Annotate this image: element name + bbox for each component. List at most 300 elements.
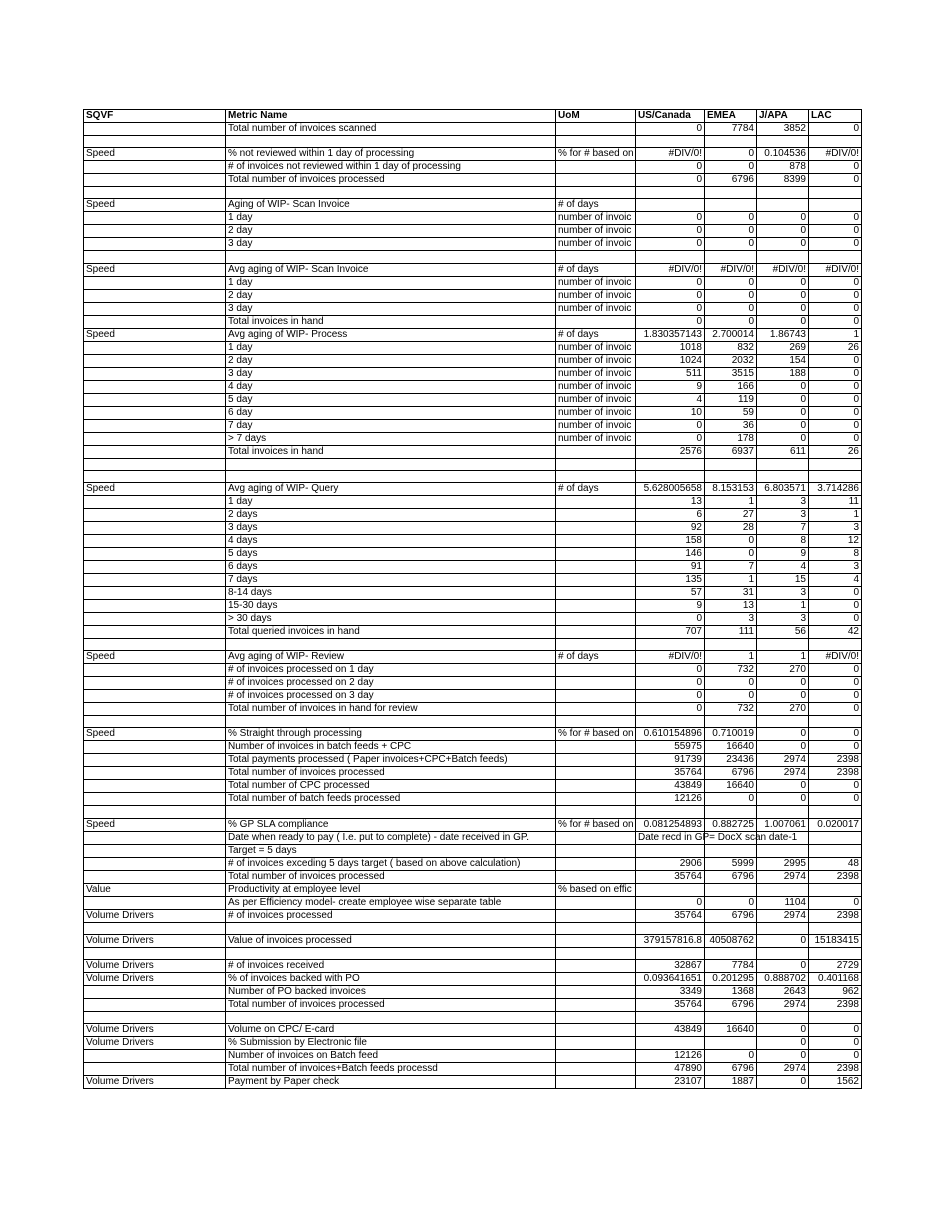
- cell-emea[interactable]: 0.710019: [705, 728, 757, 741]
- cell-emea[interactable]: 28: [705, 521, 757, 534]
- cell-japa[interactable]: [757, 883, 809, 896]
- cell-lac[interactable]: #DIV/0!: [809, 148, 862, 161]
- cell-metric-name[interactable]: % Submission by Electronic file: [226, 1037, 556, 1050]
- cell-us-canada[interactable]: 12126: [636, 793, 705, 806]
- cell-japa[interactable]: 2974: [757, 909, 809, 922]
- cell-us-canada[interactable]: 32867: [636, 959, 705, 972]
- cell-lac[interactable]: 2398: [809, 998, 862, 1011]
- cell-metric-name[interactable]: Avg aging of WIP- Query: [226, 482, 556, 495]
- cell-uom[interactable]: [556, 495, 636, 508]
- cell-emea[interactable]: 0: [705, 161, 757, 174]
- cell-lac[interactable]: 0: [809, 1050, 862, 1063]
- cell-lac[interactable]: 0: [809, 276, 862, 289]
- cell-uom[interactable]: # of days: [556, 199, 636, 212]
- cell-uom[interactable]: [556, 703, 636, 716]
- cell-uom[interactable]: [556, 767, 636, 780]
- cell-uom[interactable]: # of days: [556, 263, 636, 276]
- cell-lac[interactable]: 4: [809, 573, 862, 586]
- cell-sqvf[interactable]: [84, 806, 226, 818]
- cell-emea[interactable]: 0: [705, 1050, 757, 1063]
- cell-us-canada[interactable]: 0.093641651: [636, 972, 705, 985]
- cell-sqvf[interactable]: Speed: [84, 199, 226, 212]
- cell-lac[interactable]: 0: [809, 419, 862, 432]
- cell-sqvf[interactable]: [84, 432, 226, 445]
- cell-lac[interactable]: 962: [809, 985, 862, 998]
- cell-us-canada[interactable]: 0.081254893: [636, 818, 705, 831]
- cell-japa[interactable]: 0: [757, 959, 809, 972]
- cell-uom[interactable]: [556, 470, 636, 482]
- cell-sqvf[interactable]: [84, 947, 226, 959]
- cell-metric-name[interactable]: Avg aging of WIP- Scan Invoice: [226, 263, 556, 276]
- cell-emea[interactable]: 6796: [705, 1063, 757, 1076]
- cell-uom[interactable]: number of invoic: [556, 225, 636, 238]
- header-metric-name[interactable]: Metric Name: [226, 110, 556, 123]
- cell-us-canada[interactable]: [636, 1037, 705, 1050]
- cell-emea[interactable]: 0: [705, 289, 757, 302]
- cell-us-canada[interactable]: 0: [636, 123, 705, 136]
- cell-lac[interactable]: 0: [809, 780, 862, 793]
- cell-metric-name[interactable]: Productivity at employee level: [226, 883, 556, 896]
- cell-emea[interactable]: [705, 470, 757, 482]
- cell-sqvf[interactable]: [84, 302, 226, 315]
- header-uom[interactable]: UoM: [556, 110, 636, 123]
- cell-japa[interactable]: 8: [757, 534, 809, 547]
- cell-emea[interactable]: 732: [705, 703, 757, 716]
- cell-japa[interactable]: 0: [757, 225, 809, 238]
- cell-japa[interactable]: 3: [757, 586, 809, 599]
- cell-japa[interactable]: 3: [757, 508, 809, 521]
- cell-emea[interactable]: 0: [705, 793, 757, 806]
- cell-japa[interactable]: 154: [757, 354, 809, 367]
- cell-japa[interactable]: 0: [757, 677, 809, 690]
- cell-japa[interactable]: [757, 947, 809, 959]
- cell-sqvf[interactable]: [84, 458, 226, 470]
- cell-lac[interactable]: [809, 806, 862, 818]
- cell-us-canada[interactable]: 0: [636, 161, 705, 174]
- cell-metric-name[interactable]: Total invoices in hand: [226, 315, 556, 328]
- cell-us-canada[interactable]: 43849: [636, 1024, 705, 1037]
- cell-japa[interactable]: 878: [757, 161, 809, 174]
- cell-lac[interactable]: 0: [809, 793, 862, 806]
- cell-us-canada[interactable]: 9: [636, 599, 705, 612]
- cell-emea[interactable]: 6796: [705, 767, 757, 780]
- cell-japa[interactable]: 2995: [757, 857, 809, 870]
- cell-metric-name[interactable]: 7 days: [226, 573, 556, 586]
- cell-lac[interactable]: 0: [809, 161, 862, 174]
- cell-lac[interactable]: 0: [809, 238, 862, 251]
- cell-emea[interactable]: 6796: [705, 174, 757, 187]
- cell-lac[interactable]: 0: [809, 212, 862, 225]
- cell-emea[interactable]: 31: [705, 586, 757, 599]
- cell-uom[interactable]: [556, 161, 636, 174]
- cell-japa[interactable]: #DIV/0!: [757, 263, 809, 276]
- cell-japa[interactable]: 1: [757, 599, 809, 612]
- cell-japa[interactable]: 0: [757, 1024, 809, 1037]
- cell-lac[interactable]: 12: [809, 534, 862, 547]
- cell-sqvf[interactable]: [84, 1063, 226, 1076]
- cell-us-canada[interactable]: 23107: [636, 1076, 705, 1089]
- cell-metric-name[interactable]: 3 days: [226, 521, 556, 534]
- cell-metric-name[interactable]: # of invoices received: [226, 959, 556, 972]
- cell-japa[interactable]: 8399: [757, 174, 809, 187]
- cell-sqvf[interactable]: [84, 380, 226, 393]
- cell-sqvf[interactable]: [84, 560, 226, 573]
- header-japa[interactable]: J/APA: [757, 110, 809, 123]
- cell-uom[interactable]: [556, 136, 636, 148]
- cell-us-canada[interactable]: [636, 806, 705, 818]
- cell-uom[interactable]: [556, 909, 636, 922]
- cell-japa[interactable]: 269: [757, 341, 809, 354]
- cell-us-canada[interactable]: 707: [636, 625, 705, 638]
- cell-japa[interactable]: 0.888702: [757, 972, 809, 985]
- cell-sqvf[interactable]: [84, 586, 226, 599]
- cell-metric-name[interactable]: 2 day: [226, 225, 556, 238]
- cell-uom[interactable]: [556, 521, 636, 534]
- cell-emea[interactable]: [705, 806, 757, 818]
- cell-emea[interactable]: 732: [705, 664, 757, 677]
- cell-metric-name[interactable]: 1 day: [226, 276, 556, 289]
- cell-emea[interactable]: 5999: [705, 857, 757, 870]
- cell-metric-name[interactable]: 3 day: [226, 302, 556, 315]
- cell-sqvf[interactable]: [84, 354, 226, 367]
- cell-us-canada[interactable]: 47890: [636, 1063, 705, 1076]
- cell-us-canada[interactable]: [636, 883, 705, 896]
- cell-lac[interactable]: 2398: [809, 1063, 862, 1076]
- cell-us-canada[interactable]: 0: [636, 302, 705, 315]
- cell-emea[interactable]: [705, 638, 757, 650]
- cell-lac[interactable]: [809, 922, 862, 934]
- cell-japa[interactable]: 188: [757, 367, 809, 380]
- cell-japa[interactable]: 611: [757, 445, 809, 458]
- cell-uom[interactable]: [556, 123, 636, 136]
- cell-japa[interactable]: 0: [757, 432, 809, 445]
- cell-emea[interactable]: 16640: [705, 780, 757, 793]
- cell-uom[interactable]: [556, 947, 636, 959]
- cell-metric-name[interactable]: # of invoices not reviewed within 1 day of processing: [226, 161, 556, 174]
- cell-emea[interactable]: 1: [705, 651, 757, 664]
- cell-metric-name[interactable]: 2 day: [226, 289, 556, 302]
- cell-emea[interactable]: 0: [705, 677, 757, 690]
- cell-sqvf[interactable]: [84, 793, 226, 806]
- cell-metric-name[interactable]: Volume on CPC/ E-card: [226, 1024, 556, 1037]
- cell-uom[interactable]: [556, 793, 636, 806]
- cell-lac[interactable]: 0: [809, 367, 862, 380]
- cell-metric-name[interactable]: # of invoices processed on 1 day: [226, 664, 556, 677]
- cell-japa[interactable]: 0: [757, 276, 809, 289]
- cell-us-canada[interactable]: [636, 1011, 705, 1023]
- cell-emea[interactable]: [705, 199, 757, 212]
- cell-uom[interactable]: [556, 870, 636, 883]
- cell-metric-name[interactable]: # of invoices processed: [226, 909, 556, 922]
- cell-lac[interactable]: 0: [809, 1024, 862, 1037]
- cell-sqvf[interactable]: [84, 315, 226, 328]
- cell-japa[interactable]: 7: [757, 521, 809, 534]
- cell-japa[interactable]: 1104: [757, 896, 809, 909]
- cell-us-canada[interactable]: [636, 638, 705, 650]
- cell-lac[interactable]: [809, 470, 862, 482]
- cell-japa[interactable]: 2974: [757, 870, 809, 883]
- cell-metric-name[interactable]: 6 day: [226, 406, 556, 419]
- cell-metric-name[interactable]: % of invoices backed with PO: [226, 972, 556, 985]
- cell-uom[interactable]: [556, 573, 636, 586]
- cell-metric-name[interactable]: Total queried invoices in hand: [226, 625, 556, 638]
- cell-emea[interactable]: [705, 947, 757, 959]
- cell-uom[interactable]: [556, 985, 636, 998]
- cell-lac[interactable]: #DIV/0!: [809, 263, 862, 276]
- cell-lac[interactable]: 26: [809, 445, 862, 458]
- cell-lac[interactable]: [809, 638, 862, 650]
- cell-lac[interactable]: 0: [809, 174, 862, 187]
- cell-japa[interactable]: 0: [757, 780, 809, 793]
- cell-metric-name[interactable]: 2 days: [226, 508, 556, 521]
- cell-emea[interactable]: 36: [705, 419, 757, 432]
- cell-japa[interactable]: [757, 806, 809, 818]
- cell-us-canada[interactable]: [636, 136, 705, 148]
- cell-uom[interactable]: [556, 857, 636, 870]
- cell-uom[interactable]: # of days: [556, 482, 636, 495]
- cell-lac[interactable]: [809, 716, 862, 728]
- cell-metric-name[interactable]: [226, 470, 556, 482]
- cell-japa[interactable]: 0: [757, 741, 809, 754]
- cell-lac[interactable]: 0.020017: [809, 818, 862, 831]
- cell-japa[interactable]: 0: [757, 393, 809, 406]
- cell-metric-name[interactable]: 5 day: [226, 393, 556, 406]
- cell-uom[interactable]: [556, 677, 636, 690]
- cell-sqvf[interactable]: [84, 612, 226, 625]
- cell-lac[interactable]: 8: [809, 547, 862, 560]
- cell-japa[interactable]: 2974: [757, 754, 809, 767]
- cell-uom[interactable]: number of invoic: [556, 380, 636, 393]
- cell-emea[interactable]: 1: [705, 573, 757, 586]
- cell-emea[interactable]: 3515: [705, 367, 757, 380]
- cell-sqvf[interactable]: [84, 225, 226, 238]
- cell-emea[interactable]: [705, 1011, 757, 1023]
- cell-sqvf[interactable]: Speed: [84, 328, 226, 341]
- cell-sqvf[interactable]: [84, 625, 226, 638]
- header-emea[interactable]: EMEA: [705, 110, 757, 123]
- cell-uom[interactable]: number of invoic: [556, 289, 636, 302]
- cell-sqvf[interactable]: [84, 445, 226, 458]
- cell-emea[interactable]: 7784: [705, 123, 757, 136]
- cell-emea[interactable]: 0: [705, 212, 757, 225]
- cell-japa[interactable]: 2974: [757, 1063, 809, 1076]
- cell-japa[interactable]: 4: [757, 560, 809, 573]
- cell-uom[interactable]: [556, 690, 636, 703]
- cell-emea[interactable]: 0: [705, 534, 757, 547]
- cell-lac[interactable]: 0.401168: [809, 972, 862, 985]
- cell-lac[interactable]: [809, 844, 862, 857]
- cell-uom[interactable]: [556, 1063, 636, 1076]
- cell-lac[interactable]: [809, 947, 862, 959]
- cell-emea[interactable]: [705, 716, 757, 728]
- cell-metric-name[interactable]: Number of PO backed invoices: [226, 985, 556, 998]
- cell-us-canada[interactable]: [636, 844, 705, 857]
- cell-lac[interactable]: 0: [809, 354, 862, 367]
- cell-sqvf[interactable]: Speed: [84, 263, 226, 276]
- cell-us-canada[interactable]: 9: [636, 380, 705, 393]
- cell-uom[interactable]: number of invoic: [556, 212, 636, 225]
- cell-japa[interactable]: 0: [757, 302, 809, 315]
- cell-japa[interactable]: 0: [757, 690, 809, 703]
- cell-uom[interactable]: [556, 806, 636, 818]
- cell-uom[interactable]: number of invoic: [556, 302, 636, 315]
- cell-japa[interactable]: [757, 470, 809, 482]
- cell-sqvf[interactable]: [84, 780, 226, 793]
- cell-uom[interactable]: number of invoic: [556, 354, 636, 367]
- cell-sqvf[interactable]: [84, 534, 226, 547]
- cell-sqvf[interactable]: Speed: [84, 651, 226, 664]
- cell-metric-name[interactable]: Target = 5 days: [226, 844, 556, 857]
- cell-emea[interactable]: 166: [705, 380, 757, 393]
- cell-metric-name[interactable]: Date when ready to pay ( I.e. put to complete) - date received in GP.: [226, 831, 556, 844]
- cell-metric-name[interactable]: 15-30 days: [226, 599, 556, 612]
- cell-japa[interactable]: 2974: [757, 998, 809, 1011]
- cell-us-canada[interactable]: [636, 947, 705, 959]
- cell-sqvf[interactable]: Volume Drivers: [84, 959, 226, 972]
- cell-sqvf[interactable]: [84, 238, 226, 251]
- cell-us-canada[interactable]: 0: [636, 315, 705, 328]
- cell-lac[interactable]: 0: [809, 302, 862, 315]
- cell-us-canada[interactable]: 1.830357143: [636, 328, 705, 341]
- cell-uom[interactable]: # of days: [556, 328, 636, 341]
- cell-metric-name[interactable]: 2 day: [226, 354, 556, 367]
- cell-us-canada[interactable]: 0: [636, 276, 705, 289]
- cell-uom[interactable]: [556, 458, 636, 470]
- cell-us-canada[interactable]: 0: [636, 174, 705, 187]
- cell-uom[interactable]: [556, 547, 636, 560]
- cell-japa[interactable]: 1.007061: [757, 818, 809, 831]
- cell-japa[interactable]: 0: [757, 406, 809, 419]
- cell-lac[interactable]: 0: [809, 741, 862, 754]
- cell-us-canada[interactable]: 43849: [636, 780, 705, 793]
- cell-japa[interactable]: 1: [757, 651, 809, 664]
- cell-us-canada[interactable]: 511: [636, 367, 705, 380]
- cell-lac[interactable]: 0: [809, 612, 862, 625]
- cell-emea[interactable]: 119: [705, 393, 757, 406]
- cell-lac[interactable]: 2398: [809, 767, 862, 780]
- cell-sqvf[interactable]: [84, 174, 226, 187]
- cell-us-canada[interactable]: 5.628005658: [636, 482, 705, 495]
- cell-metric-name[interactable]: Total number of CPC processed: [226, 780, 556, 793]
- cell-us-canada[interactable]: 35764: [636, 998, 705, 1011]
- cell-metric-name[interactable]: [226, 187, 556, 199]
- cell-metric-name[interactable]: 3 day: [226, 238, 556, 251]
- cell-uom[interactable]: [556, 896, 636, 909]
- cell-lac[interactable]: 0: [809, 664, 862, 677]
- cell-us-canada[interactable]: 158: [636, 534, 705, 547]
- cell-lac[interactable]: 0: [809, 599, 862, 612]
- cell-emea[interactable]: 6796: [705, 870, 757, 883]
- cell-us-canada[interactable]: 13: [636, 495, 705, 508]
- cell-sqvf[interactable]: [84, 870, 226, 883]
- cell-metric-name[interactable]: 4 day: [226, 380, 556, 393]
- cell-emea[interactable]: 0: [705, 547, 757, 560]
- cell-emea[interactable]: 16640: [705, 1024, 757, 1037]
- cell-sqvf[interactable]: Speed: [84, 728, 226, 741]
- cell-japa[interactable]: [757, 251, 809, 263]
- cell-japa[interactable]: 0: [757, 1037, 809, 1050]
- cell-uom[interactable]: [556, 315, 636, 328]
- cell-japa[interactable]: 3: [757, 612, 809, 625]
- cell-sqvf[interactable]: [84, 161, 226, 174]
- cell-sqvf[interactable]: [84, 419, 226, 432]
- cell-sqvf[interactable]: [84, 896, 226, 909]
- cell-emea[interactable]: 16640: [705, 741, 757, 754]
- cell-metric-name[interactable]: [226, 806, 556, 818]
- cell-us-canada[interactable]: [636, 199, 705, 212]
- cell-sqvf[interactable]: [84, 703, 226, 716]
- cell-us-canada[interactable]: 0: [636, 612, 705, 625]
- cell-sqvf[interactable]: [84, 547, 226, 560]
- cell-us-canada[interactable]: 0: [636, 690, 705, 703]
- cell-metric-name[interactable]: Total number of invoices scanned: [226, 123, 556, 136]
- cell-lac[interactable]: 0: [809, 586, 862, 599]
- cell-emea[interactable]: [705, 922, 757, 934]
- cell-metric-name[interactable]: # of invoices processed on 3 day: [226, 690, 556, 703]
- cell-japa[interactable]: 0: [757, 238, 809, 251]
- cell-emea[interactable]: 3: [705, 612, 757, 625]
- cell-lac[interactable]: 2729: [809, 959, 862, 972]
- cell-sqvf[interactable]: [84, 393, 226, 406]
- cell-emea[interactable]: 0: [705, 148, 757, 161]
- cell-sqvf[interactable]: [84, 367, 226, 380]
- cell-us-canada[interactable]: 146: [636, 547, 705, 560]
- cell-emea[interactable]: [705, 136, 757, 148]
- cell-sqvf[interactable]: [84, 716, 226, 728]
- cell-emea[interactable]: #DIV/0!: [705, 263, 757, 276]
- cell-lac[interactable]: [809, 136, 862, 148]
- cell-sqvf[interactable]: [84, 495, 226, 508]
- cell-lac[interactable]: [809, 199, 862, 212]
- cell-emea[interactable]: 0: [705, 225, 757, 238]
- cell-sqvf[interactable]: [84, 136, 226, 148]
- cell-us-canada[interactable]: [636, 922, 705, 934]
- cell-uom[interactable]: number of invoic: [556, 341, 636, 354]
- cell-sqvf[interactable]: [84, 831, 226, 844]
- cell-lac[interactable]: 2398: [809, 909, 862, 922]
- cell-emea[interactable]: 0: [705, 315, 757, 328]
- cell-metric-name[interactable]: > 30 days: [226, 612, 556, 625]
- cell-metric-name[interactable]: Value of invoices processed: [226, 934, 556, 947]
- cell-metric-name[interactable]: Total number of invoices in hand for review: [226, 703, 556, 716]
- cell-us-canada[interactable]: [636, 458, 705, 470]
- cell-sqvf[interactable]: [84, 573, 226, 586]
- cell-japa[interactable]: 2974: [757, 767, 809, 780]
- cell-japa[interactable]: [757, 187, 809, 199]
- cell-uom[interactable]: [556, 534, 636, 547]
- cell-us-canada[interactable]: 35764: [636, 767, 705, 780]
- cell-sqvf[interactable]: [84, 341, 226, 354]
- cell-metric-name[interactable]: % GP SLA compliance: [226, 818, 556, 831]
- cell-us-canada[interactable]: 10: [636, 406, 705, 419]
- cell-uom[interactable]: number of invoic: [556, 276, 636, 289]
- cell-us-canada[interactable]: 0: [636, 896, 705, 909]
- cell-uom[interactable]: [556, 508, 636, 521]
- cell-us-canada[interactable]: [636, 187, 705, 199]
- cell-us-canada[interactable]: 35764: [636, 909, 705, 922]
- cell-uom[interactable]: % based on effic: [556, 883, 636, 896]
- cell-lac[interactable]: 0: [809, 432, 862, 445]
- cell-emea[interactable]: 1887: [705, 1076, 757, 1089]
- cell-uom[interactable]: [556, 844, 636, 857]
- cell-japa[interactable]: [757, 199, 809, 212]
- cell-metric-name[interactable]: 1 day: [226, 341, 556, 354]
- cell-lac[interactable]: 0: [809, 728, 862, 741]
- cell-lac[interactable]: 1: [809, 508, 862, 521]
- cell-lac[interactable]: [809, 831, 862, 844]
- cell-uom[interactable]: [556, 586, 636, 599]
- cell-metric-name[interactable]: Aging of WIP- Scan Invoice: [226, 199, 556, 212]
